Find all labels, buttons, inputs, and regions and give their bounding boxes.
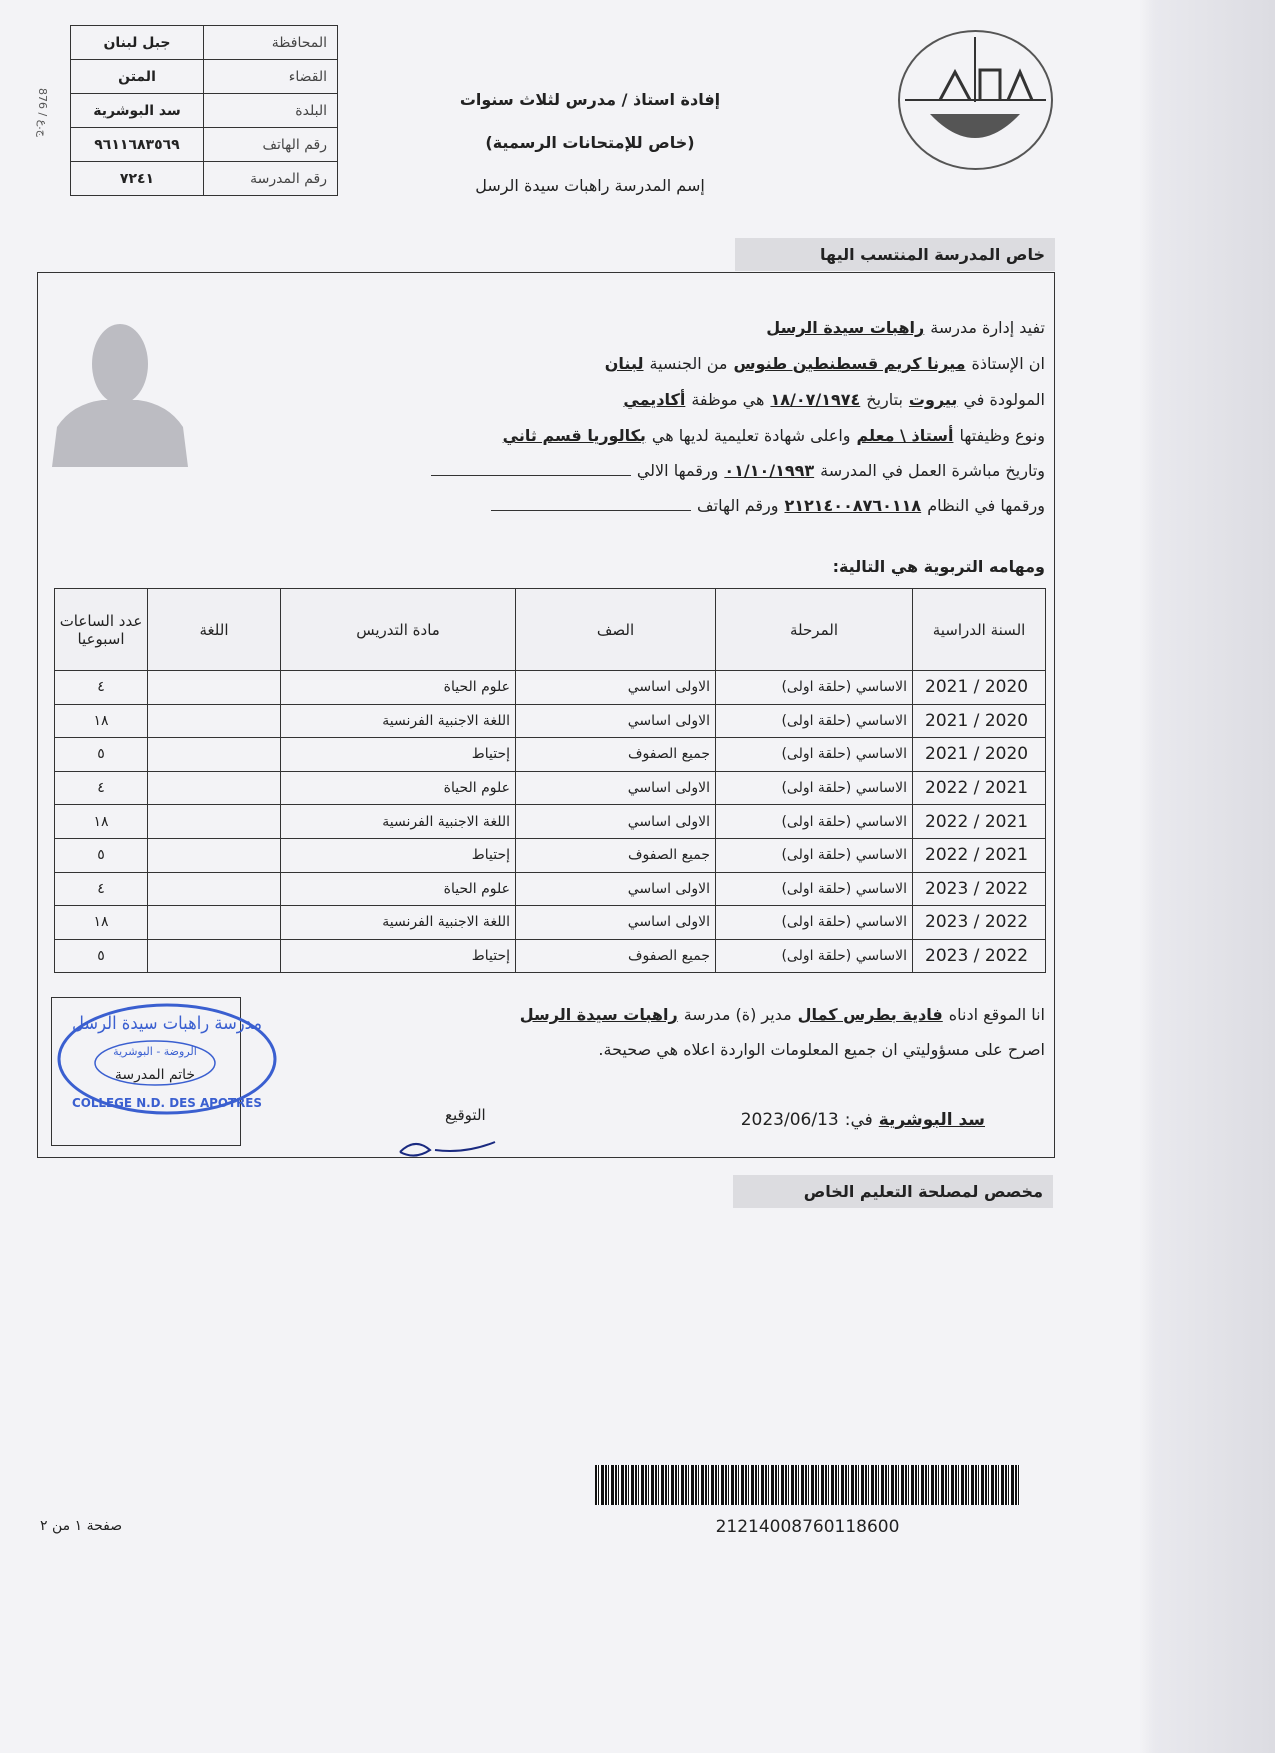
stamp-box — [51, 997, 262, 1146]
district-value: المتن — [71, 60, 204, 94]
stage-cell: الاساسي (حلقة اولى) — [716, 906, 913, 940]
section-school-header: خاص المدرسة المنتسب اليها — [735, 238, 1055, 271]
class-cell: الاولى اساسي — [516, 872, 716, 906]
table-row — [55, 771, 1046, 805]
stage-cell: الاساسي (حلقة اولى) — [716, 838, 913, 872]
col-hours: عدد الساعات اسبوعيا — [55, 589, 148, 671]
doc-subtitle: (خاص للإمتحانات الرسمية) — [485, 133, 695, 152]
info-table — [70, 25, 338, 196]
year-cell: 2021 / 2022 — [913, 805, 1046, 839]
subject-cell: اللغة الاجنبية الفرنسية — [281, 704, 516, 738]
col-language: اللغة — [148, 589, 281, 671]
year-cell: 2022 / 2023 — [913, 939, 1046, 973]
hours-cell: ٥ — [55, 838, 148, 872]
teacher-name: ميرنا كريم قسطنطين طنوس — [733, 354, 966, 373]
tasks-heading: ومهامه التربوية هي التالية: — [832, 557, 1045, 576]
job-type: أستاذ \ معلم — [856, 426, 954, 445]
degree: بكالوريا قسم ثاني — [502, 426, 646, 445]
class-cell: جميع الصفوف — [516, 838, 716, 872]
director-name: فادية بطرس كمال — [797, 1005, 943, 1024]
language-cell — [148, 906, 281, 940]
table-row — [55, 838, 1046, 872]
stage-cell: الاساسي (حلقة اولى) — [716, 771, 913, 805]
subject-cell: إحتياط — [281, 838, 516, 872]
nationality: لبنان — [604, 354, 644, 373]
declaration-school: راهبات سيدة الرسل — [519, 1005, 678, 1024]
signature-icon — [395, 1132, 505, 1160]
hours-cell: ١٨ — [55, 704, 148, 738]
body-line-4: ونوع وظيفتها أستاذ \ معلم واعلى شهادة تعليمية لديها هي بكالوريا قسم ثاني — [502, 426, 1045, 445]
barcode — [595, 1465, 1020, 1505]
system-number: ٢١٢١٤٠٠٨٧٦٠١١٨ — [784, 496, 922, 515]
section-private-education-header: مخصص لمصلحة التعليم الخاص — [733, 1175, 1053, 1208]
declaration-line-1: انا الموقع ادناه فادية بطرس كمال مدير (ة) مدرسة راهبات سيدة الرسل — [519, 1005, 1045, 1024]
class-cell: الاولى اساسي — [516, 906, 716, 940]
town-label: البلدة — [204, 94, 338, 128]
hours-cell: ١٨ — [55, 805, 148, 839]
body-line-1: تفيد إدارة مدرسة راهبات سيدة الرسل — [766, 318, 1045, 337]
place-date: سد البوشرية في: 2023/06/13 — [740, 1110, 985, 1130]
phone-value: ٩٦١١٦٨٣٥٦٩ — [71, 128, 204, 162]
page-edge — [1140, 0, 1275, 1753]
year-cell: 2022 / 2023 — [913, 906, 1046, 940]
class-cell: الاولى اساسي — [516, 671, 716, 705]
col-subject: مادة التدريس — [281, 589, 516, 671]
barcode-number: 21214008760118600 — [715, 1517, 900, 1537]
hours-cell: ٤ — [55, 671, 148, 705]
table-row — [55, 906, 1046, 940]
governorate-label: المحافظة — [204, 26, 338, 60]
stage-cell: الاساسي (حلقة اولى) — [716, 738, 913, 772]
language-cell — [148, 872, 281, 906]
district-label: القضاء — [204, 60, 338, 94]
language-cell — [148, 738, 281, 772]
table-row — [55, 704, 1046, 738]
class-cell: جميع الصفوف — [516, 939, 716, 973]
language-cell — [148, 838, 281, 872]
employee-type: أكاديمي — [623, 390, 686, 409]
year-cell: 2021 / 2022 — [913, 838, 1046, 872]
subject-cell: علوم الحياة — [281, 872, 516, 906]
stamp-latin-text: COLLEGE N.D. DES APOTRES — [72, 1096, 262, 1110]
body-line-2: ان الإستاذة ميرنا كريم قسطنطين طنوس من الجنسية لبنان — [604, 354, 1045, 373]
body-line-3: المولودة في بيروت بتاريخ ١٨/٠٧/١٩٧٤ هي موظفة أكاديمي — [623, 390, 1045, 409]
stage-cell: الاساسي (حلقة اولى) — [716, 939, 913, 973]
subject-cell: إحتياط — [281, 939, 516, 973]
side-note: 876 / ج.ع — [36, 88, 49, 137]
col-class: الصف — [516, 589, 716, 671]
year-cell: 2020 / 2021 — [913, 704, 1046, 738]
stage-cell: الاساسي (حلقة اولى) — [716, 805, 913, 839]
col-stage: المرحلة — [716, 589, 913, 671]
body-line-5: وتاريخ مباشرة العمل في المدرسة ٠١/١٠/١٩٩٣ ورقمها الالي — [431, 461, 1045, 480]
table-row — [55, 738, 1046, 772]
table-row — [55, 872, 1046, 906]
declaration-line-2: اصرح على مسؤوليتي ان جميع المعلومات الواردة اعلاه هي صحيحة. — [598, 1040, 1045, 1059]
town-value: سد البوشرية — [71, 94, 204, 128]
governorate-value: جبل لبنان — [71, 26, 204, 60]
year-cell: 2020 / 2021 — [913, 738, 1046, 772]
blank-line — [431, 475, 631, 476]
stage-cell: الاساسي (حلقة اولى) — [716, 671, 913, 705]
ministry-logo — [898, 30, 1053, 170]
stamp-inner-text: الروضة - البوشرية — [113, 1045, 197, 1058]
body-line-6: ورقمها في النظام ٢١٢١٤٠٠٨٧٦٠١١٨ ورقم الهاتف — [491, 496, 1045, 515]
birthdate: ١٨/٠٧/١٩٧٤ — [770, 390, 861, 409]
year-cell: 2022 / 2023 — [913, 872, 1046, 906]
table-row — [55, 939, 1046, 973]
city: سد البوشرية — [878, 1110, 985, 1130]
language-cell — [148, 805, 281, 839]
birthplace: بيروت — [908, 390, 958, 409]
signature-label: التوقيع — [445, 1106, 486, 1124]
doc-title: إفادة استاذ / مدرس لثلاث سنوات — [459, 90, 721, 109]
table-row — [55, 671, 1046, 705]
subject-cell: اللغة الاجنبية الفرنسية — [281, 805, 516, 839]
school-name: راهبات سيدة الرسل — [766, 318, 925, 337]
subject-cell: علوم الحياة — [281, 671, 516, 705]
hours-cell: ٤ — [55, 771, 148, 805]
year-cell: 2020 / 2021 — [913, 671, 1046, 705]
stage-cell: الاساسي (حلقة اولى) — [716, 872, 913, 906]
subject-cell: علوم الحياة — [281, 771, 516, 805]
subject-cell: إحتياط — [281, 738, 516, 772]
col-year: السنة الدراسية — [913, 589, 1046, 671]
hours-cell: ١٨ — [55, 906, 148, 940]
class-cell: جميع الصفوف — [516, 738, 716, 772]
stage-cell: الاساسي (حلقة اولى) — [716, 704, 913, 738]
class-cell: الاولى اساسي — [516, 704, 716, 738]
blank-line — [491, 510, 691, 511]
school-name-heading: إسم المدرسة راهبات سيدة الرسل — [475, 176, 705, 195]
language-cell — [148, 704, 281, 738]
hours-cell: ٥ — [55, 738, 148, 772]
language-cell — [148, 671, 281, 705]
start-date: ٠١/١٠/١٩٩٣ — [724, 461, 815, 480]
subject-cell: اللغة الاجنبية الفرنسية — [281, 906, 516, 940]
date: 2023/06/13 — [740, 1110, 839, 1130]
hours-cell: ٥ — [55, 939, 148, 973]
tasks-table — [54, 588, 1046, 973]
page-number: صفحة ١ من ٢ — [40, 1518, 123, 1534]
phone-label: رقم الهاتف — [204, 128, 338, 162]
class-cell: الاولى اساسي — [516, 771, 716, 805]
stamp-label-text: خاتم المدرسة — [114, 1067, 196, 1083]
language-cell — [148, 771, 281, 805]
hours-cell: ٤ — [55, 872, 148, 906]
school-stamp — [55, 1001, 285, 1121]
class-cell: الاولى اساسي — [516, 805, 716, 839]
stamp-arc-text: مدرسة راهبات سيدة الرسل — [72, 1013, 262, 1034]
school-number-value: ٧٢٤١ — [71, 162, 204, 196]
table-row — [55, 805, 1046, 839]
school-number-label: رقم المدرسة — [204, 162, 338, 196]
language-cell — [148, 939, 281, 973]
person-placeholder-icon — [52, 312, 188, 467]
year-cell: 2021 / 2022 — [913, 771, 1046, 805]
